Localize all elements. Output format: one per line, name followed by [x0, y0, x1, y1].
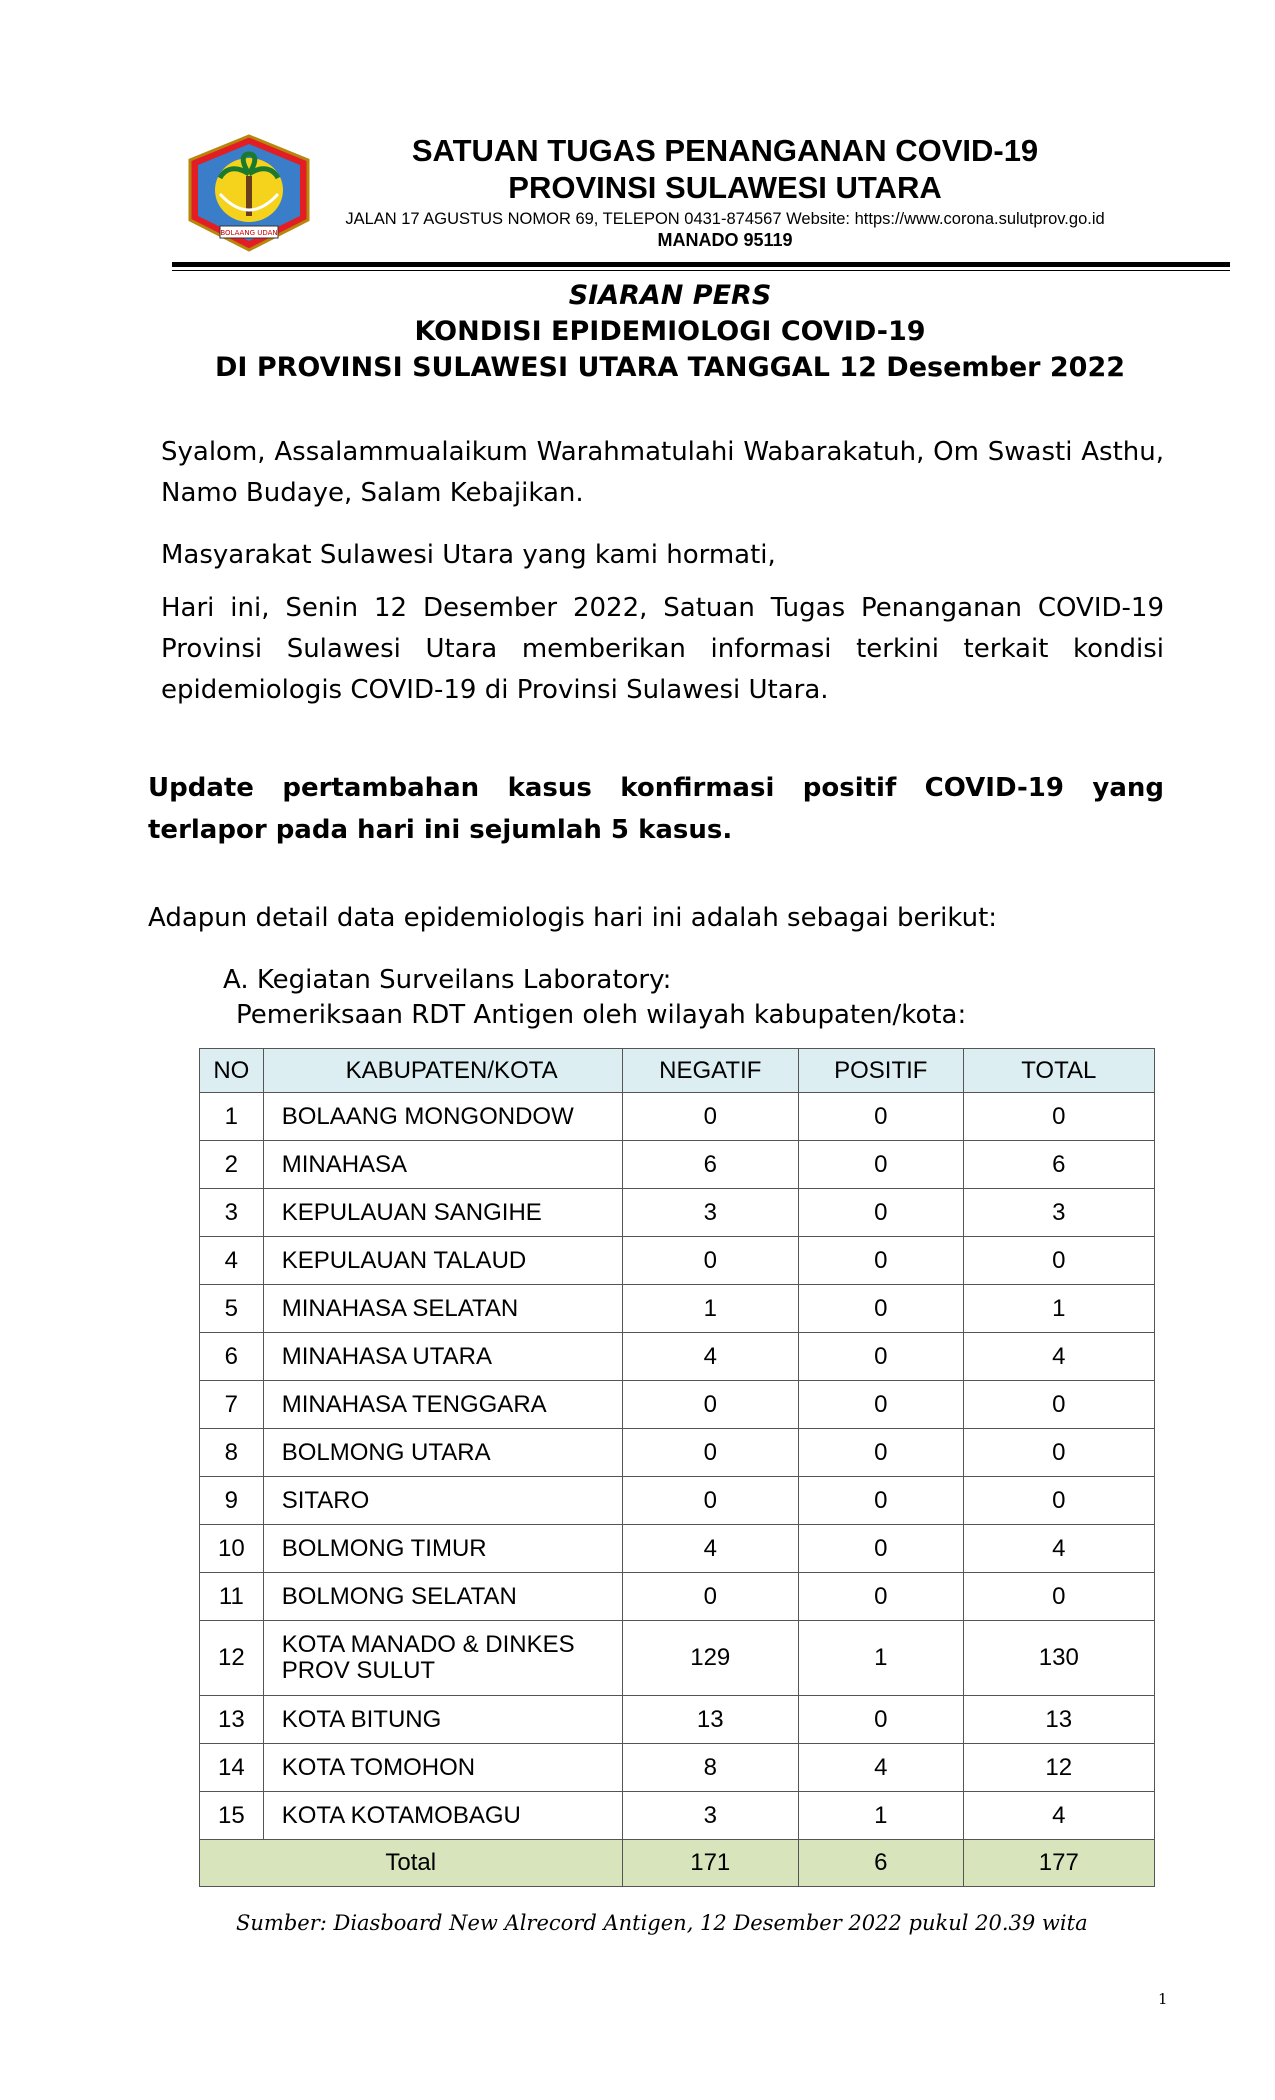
- cell-kabupaten: BOLAANG MONGONDOW: [263, 1093, 622, 1141]
- cell-total: 6: [963, 1141, 1154, 1189]
- cell-kabupaten: SITARO: [263, 1477, 622, 1525]
- cell-total: 4: [963, 1525, 1154, 1573]
- header-no: NO: [200, 1049, 264, 1093]
- intro-line: Provinsi Sulawesi Utara memberikan informasi terkini terkait kondisi: [161, 634, 1164, 664]
- cell-positif: 0: [798, 1237, 963, 1285]
- table-row: [200, 1333, 1155, 1381]
- cell-negatif: 4: [622, 1525, 798, 1573]
- cell-kabupaten: MINAHASA: [263, 1141, 622, 1189]
- cell-negatif: 13: [622, 1696, 798, 1744]
- document-subtitle: DI PROVINSI SULAWESI UTARA TANGGAL 12 Desember 2022: [214, 352, 1126, 383]
- header-kabupaten: KABUPATEN/KOTA: [263, 1049, 622, 1093]
- intro-paragraph: [161, 588, 1164, 711]
- table-source-note: Sumber: Diasboard New Alrecord Antigen, 12 Desember 2022 pukul 20.39 wita: [236, 1911, 1088, 1935]
- cell-negatif: 0: [622, 1429, 798, 1477]
- cell-positif: 1: [798, 1621, 963, 1696]
- cell-negatif: 0: [622, 1477, 798, 1525]
- cell-no: 5: [200, 1285, 264, 1333]
- cell-negatif: 8: [622, 1744, 798, 1792]
- cell-kabupaten: MINAHASA UTARA: [263, 1333, 622, 1381]
- update-line: Update pertambahan kasus konfirmasi positif COVID-19 yang: [148, 773, 1164, 803]
- cell-positif: 0: [798, 1429, 963, 1477]
- cell-total: 130: [963, 1621, 1154, 1696]
- cell-no: 6: [200, 1333, 264, 1381]
- cell-positif: 0: [798, 1525, 963, 1573]
- cell-negatif: 1: [622, 1285, 798, 1333]
- cell-positif: 0: [798, 1333, 963, 1381]
- cell-no: 7: [200, 1381, 264, 1429]
- section-a-subheading: Pemeriksaan RDT Antigen oleh wilayah kabupaten/kota:: [236, 1000, 967, 1030]
- intro-line: Hari ini, Senin 12 Desember 2022, Satuan Tugas Penanganan COVID-19: [161, 593, 1164, 623]
- total-label: Total: [200, 1840, 623, 1887]
- provincial-emblem-logo: [184, 134, 314, 252]
- org-name-line2: PROVINSI SULAWESI UTARA: [508, 170, 942, 205]
- svg-text:BOLAANG UDAN: BOLAANG UDAN: [220, 229, 278, 237]
- cell-kabupaten: KOTA MANADO & DINKES PROV SULUT: [263, 1621, 622, 1696]
- cell-negatif: 4: [622, 1333, 798, 1381]
- cell-no: 4: [200, 1237, 264, 1285]
- total-negatif: 171: [622, 1840, 798, 1887]
- table-row: [200, 1744, 1155, 1792]
- table-header-row: [200, 1049, 1155, 1093]
- header-total: TOTAL: [963, 1049, 1154, 1093]
- total-positif: 6: [798, 1840, 963, 1887]
- cell-kabupaten: KEPULAUAN TALAUD: [263, 1237, 622, 1285]
- greeting-line: Syalom, Assalammualaikum Warahmatulahi Wabarakatuh, Om Swasti Asthu,: [161, 437, 1164, 467]
- table-row: [200, 1189, 1155, 1237]
- page-number: 1: [1158, 1990, 1168, 2008]
- cell-no: 2: [200, 1141, 264, 1189]
- cell-kabupaten: BOLMONG TIMUR: [263, 1525, 622, 1573]
- cell-positif: 0: [798, 1696, 963, 1744]
- cell-positif: 1: [798, 1792, 963, 1840]
- org-name-line1: SATUAN TUGAS PENANGANAN COVID-19: [411, 133, 1039, 168]
- cell-no: 3: [200, 1189, 264, 1237]
- cell-positif: 4: [798, 1744, 963, 1792]
- table-total-row: [200, 1840, 1155, 1887]
- cell-total: 3: [963, 1189, 1154, 1237]
- update-summary: [148, 767, 1164, 851]
- cell-negatif: 0: [622, 1381, 798, 1429]
- table-row: [200, 1093, 1155, 1141]
- cell-total: 12: [963, 1744, 1154, 1792]
- greeting-paragraph: [161, 432, 1164, 514]
- rdt-antigen-table: [199, 1048, 1155, 1887]
- header-negatif: NEGATIF: [622, 1049, 798, 1093]
- detail-intro: Adapun detail data epidemiologis hari ini adalah sebagai berikut:: [148, 903, 998, 933]
- cell-no: 11: [200, 1573, 264, 1621]
- cell-total: 0: [963, 1381, 1154, 1429]
- cell-total: 0: [963, 1477, 1154, 1525]
- cell-kabupaten: MINAHASA SELATAN: [263, 1285, 622, 1333]
- org-address: JALAN 17 AGUSTUS NOMOR 69, TELEPON 0431-874567 Website: https://www.corona.sulutprov.go.id: [345, 210, 1105, 228]
- cell-kabupaten: KOTA KOTAMOBAGU: [263, 1792, 622, 1840]
- cell-negatif: 129: [622, 1621, 798, 1696]
- cell-no: 14: [200, 1744, 264, 1792]
- cell-kabupaten: MINAHASA TENGGARA: [263, 1381, 622, 1429]
- cell-positif: 0: [798, 1093, 963, 1141]
- cell-no: 1: [200, 1093, 264, 1141]
- cell-negatif: 3: [622, 1792, 798, 1840]
- header-positif: POSITIF: [798, 1049, 963, 1093]
- cell-negatif: 3: [622, 1189, 798, 1237]
- cell-no: 8: [200, 1429, 264, 1477]
- document-title: KONDISI EPIDEMIOLOGI COVID-19: [414, 316, 926, 347]
- cell-positif: 0: [798, 1141, 963, 1189]
- cell-total: 1: [963, 1285, 1154, 1333]
- section-a-heading: A. Kegiatan Surveilans Laboratory:: [223, 965, 672, 995]
- cell-negatif: 0: [622, 1573, 798, 1621]
- cell-kabupaten: KOTA BITUNG: [263, 1696, 622, 1744]
- table-row: [200, 1141, 1155, 1189]
- salutation: Masyarakat Sulawesi Utara yang kami hormati,: [161, 540, 776, 570]
- cell-kabupaten: KOTA TOMOHON: [263, 1744, 622, 1792]
- cell-no: 12: [200, 1621, 264, 1696]
- cell-positif: 0: [798, 1477, 963, 1525]
- cell-no: 13: [200, 1696, 264, 1744]
- table-row: [200, 1621, 1155, 1696]
- letterhead-divider-thin: [172, 270, 1230, 271]
- table-row: [200, 1573, 1155, 1621]
- cell-total: 0: [963, 1237, 1154, 1285]
- cell-total: 0: [963, 1573, 1154, 1621]
- intro-line: epidemiologis COVID-19 di Provinsi Sulawesi Utara.: [161, 675, 829, 705]
- table-row: [200, 1792, 1155, 1840]
- cell-kabupaten: KEPULAUAN SANGIHE: [263, 1189, 622, 1237]
- cell-positif: 0: [798, 1381, 963, 1429]
- table-row: [200, 1696, 1155, 1744]
- cell-no: 10: [200, 1525, 264, 1573]
- press-release-label: SIARAN PERS: [568, 280, 772, 311]
- cell-kabupaten: BOLMONG UTARA: [263, 1429, 622, 1477]
- cell-positif: 0: [798, 1285, 963, 1333]
- cell-positif: 0: [798, 1573, 963, 1621]
- cell-total: 4: [963, 1792, 1154, 1840]
- cell-negatif: 0: [622, 1093, 798, 1141]
- table-row: [200, 1285, 1155, 1333]
- cell-positif: 0: [798, 1189, 963, 1237]
- cell-no: 9: [200, 1477, 264, 1525]
- cell-negatif: 6: [622, 1141, 798, 1189]
- table-row: [200, 1381, 1155, 1429]
- cell-total: 0: [963, 1093, 1154, 1141]
- letterhead-divider: [172, 262, 1230, 267]
- table-row: [200, 1525, 1155, 1573]
- greeting-line: Namo Budaye, Salam Kebajikan.: [161, 478, 584, 508]
- cell-total: 13: [963, 1696, 1154, 1744]
- table-row: [200, 1477, 1155, 1525]
- table-row: [200, 1237, 1155, 1285]
- cell-total: 4: [963, 1333, 1154, 1381]
- total-total: 177: [963, 1840, 1154, 1887]
- table-row: [200, 1429, 1155, 1477]
- cell-no: 15: [200, 1792, 264, 1840]
- cell-negatif: 0: [622, 1237, 798, 1285]
- org-city: MANADO 95119: [657, 230, 793, 250]
- cell-total: 0: [963, 1429, 1154, 1477]
- update-line: terlapor pada hari ini sejumlah 5 kasus.: [148, 815, 733, 845]
- cell-kabupaten: BOLMONG SELATAN: [263, 1573, 622, 1621]
